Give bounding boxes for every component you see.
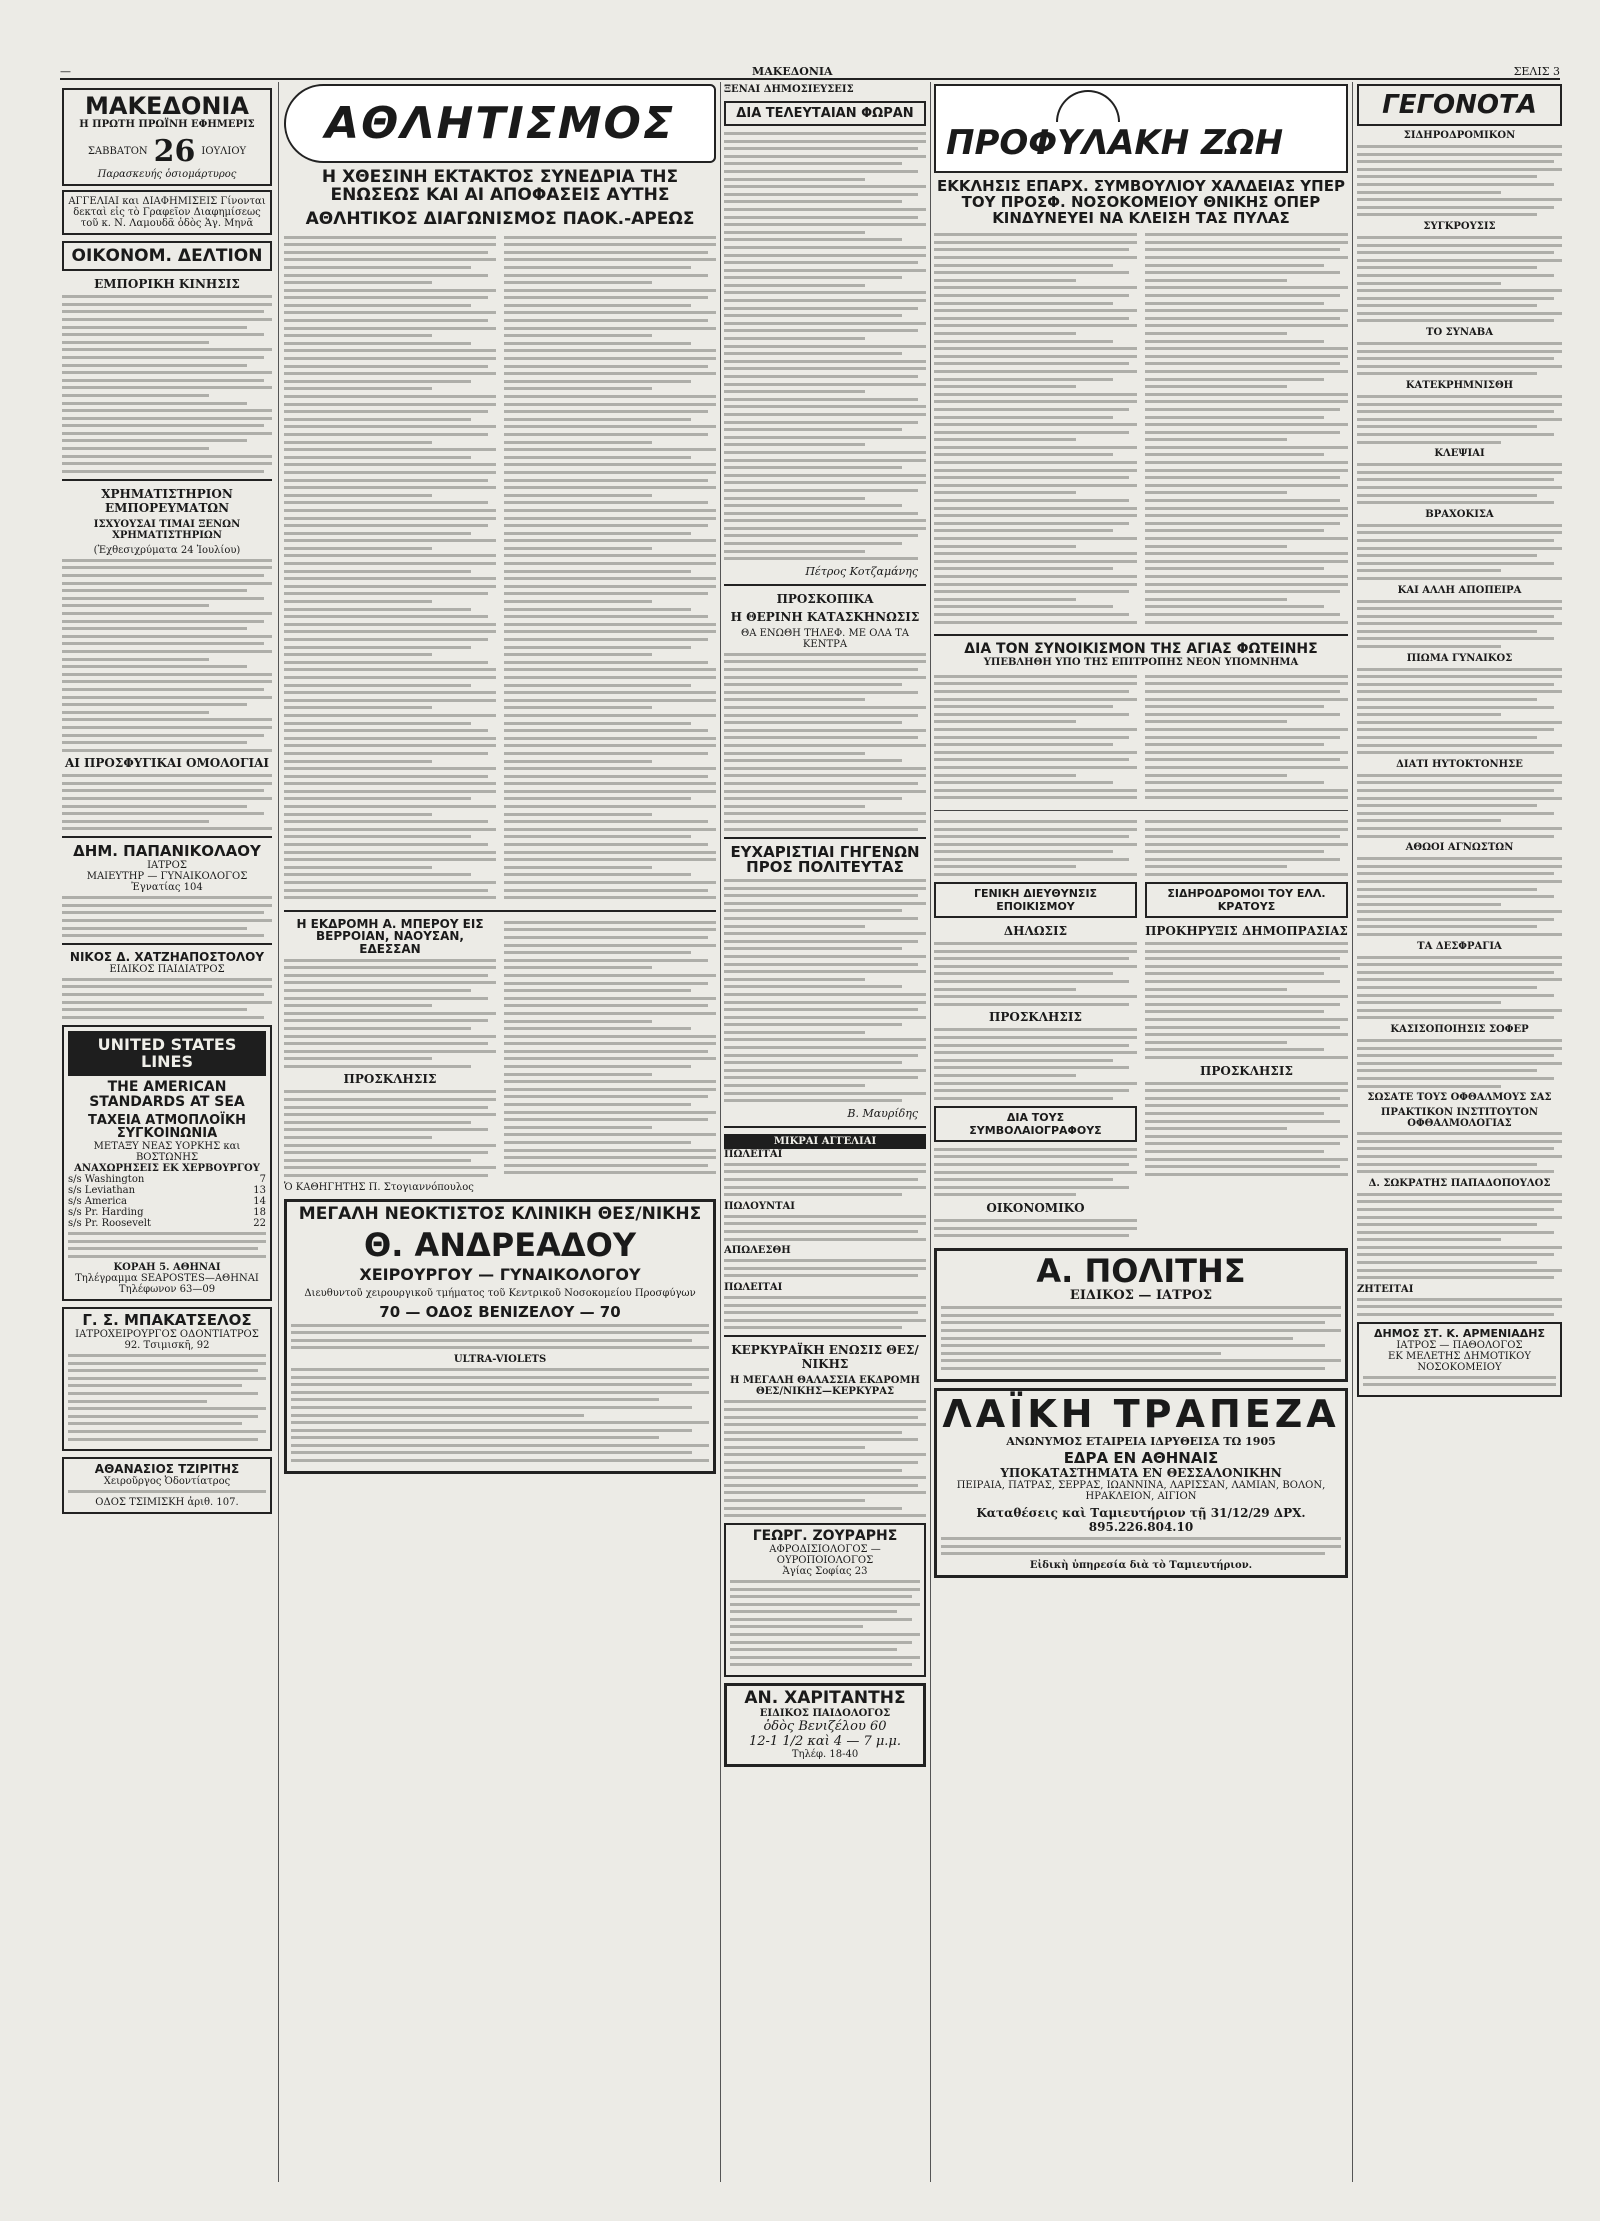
dentist2-addr: ΟΔΟΣ ΤΣΙΜΙΣΚΗ ἀριθ. 107. [95, 1497, 239, 1509]
text-block [62, 559, 272, 752]
xenai-heading: ΞΕΝΑΙ ΔΗΜΟΣΙΕΥΣΕΙΣ [724, 84, 854, 95]
text-block [1357, 668, 1562, 755]
us-agent: ΚΟΡΑΗ 5. ΑΘΗΝΑΙ [113, 1262, 221, 1274]
news-item-heading: ΚΑΙ ΑΛΛΗ ΑΠΟΠΕΙΡΑ [1397, 584, 1522, 596]
text-block [1357, 524, 1562, 580]
last-voice-heading: ΔΙΑ ΤΕΛΕΥΤΑΙΑΝ ΦΩΡΑΝ [724, 101, 926, 126]
ship-list [68, 1174, 266, 1229]
synoik-sub: ΥΠΕΒΛΗΘΗ ΥΠΟ ΤΗΣ ΕΠΙΤΡΟΠΗΣ ΝΕΟΝ ΥΠΟΜΝΗΜΑ [983, 656, 1299, 668]
text-block [730, 1580, 920, 1667]
column-2 [284, 84, 716, 2184]
text-block [1363, 1376, 1556, 1387]
text-block [68, 1490, 266, 1493]
dimos-name: ΔΗΜΟΣ ΣΤ. Κ. ΑΡΜΕΝΙΑΔΗΣ [1374, 1327, 1545, 1341]
us-phone: Τηλέφωνον 63—09 [118, 1284, 216, 1296]
dimos-addr: ΕΚ ΜΕΛΕΤΗΣ ΔΗΜΟΤΙΚΟΥ ΝΟΣΟΚΟΜΕΙΟΥ [1388, 1350, 1531, 1373]
kerkyra-heading: ΚΕΡΚΥΡΑΪΚΗ ΕΝΩΣΙΣ ΘΕΣ/ΝΙΚΗΣ [731, 1343, 919, 1372]
us-lines-ad [62, 1025, 272, 1302]
doctor1-sub: ΜΑΙΕΥΤΗΡ — ΓΥΝΑΙΚΟΛΟΓΟΣ [86, 871, 248, 883]
page-header [60, 62, 1560, 80]
politis-title: ΕΙΔΙΚΟΣ — ΙΑΤΡΟΣ [1069, 1288, 1213, 1304]
small-ad-head: ΠΩΛΕΙΤΑΙ [724, 1281, 783, 1293]
text-block [62, 978, 272, 1019]
politis-ad [934, 1248, 1348, 1382]
news-item-heading: ΣΥΓΚΡΟΥΣΙΣ [1423, 220, 1496, 232]
small-ad-head: ΑΠΩΛΕΣΘΗ [724, 1245, 791, 1257]
news-item-heading: ΚΛΕΨΙΑΙ [1434, 448, 1485, 460]
text-block [1357, 857, 1562, 936]
text-block [934, 1219, 1137, 1237]
charitantis-addr: ὁδὸς Βενιζέλου 60 [763, 1718, 887, 1734]
charitantis-phone: Τηλέφ. 18-40 [791, 1748, 859, 1760]
clinic-address: 70 — ΟΔΟΣ ΒΕΝΙΖΕΛΟΥ — 70 [379, 1302, 621, 1321]
text-block [1145, 1082, 1348, 1176]
text-block [724, 1400, 926, 1517]
us-telegr: Τηλέγραμμα SEAPOSTES—ΑΘΗΝΑΙ [75, 1273, 259, 1285]
us-greek: ΤΑΧΕΙΑ ΑΤΜΟΠΛΟΪΚΗ ΣΥΓΚΟΙΝΩΝΙΑ [88, 1112, 246, 1142]
text-block [291, 1324, 709, 1350]
text-block [1357, 395, 1562, 444]
small-ad-head: ΠΩΛΕΙΤΑΙ [724, 1148, 783, 1160]
news-item-heading: ΣΙΔΗΡΟΔΡΟΜΙΚΟΝ [1403, 130, 1516, 141]
clinic-name: Θ. ΑΝΔΡΕΑΔΟΥ [363, 1226, 637, 1265]
eccl-headline: ΕΚΚΛΗΣΙΣ ΕΠΑΡΧ. ΣΥΜΒΟΥΛΙΟΥ ΧΑΛΔΕΙΑΣ ΥΠΕΡ ΤΟΥ ΠΡΟΣΦ. ΝΟΣΟΚΟΜΕΙΟΥ ΘΝΙΚΗΣ ΟΠΕΡ ΚΙΝΔΥΝΕΥΕΙ ΝΑ ΚΛΕΙΣΗ ΤΑΣ ΠΥΛΑΣ [937, 177, 1345, 227]
dimos-ad [1357, 1322, 1562, 1397]
ship-day: 18 [253, 1206, 266, 1218]
text-block [1357, 774, 1562, 838]
zitite-heading: ΖΗΤΕΙΤΑΙ [1357, 1283, 1414, 1295]
emporiki-heading: ΕΜΠΟΡΙΚΗ ΚΙΝΗΣΙΣ [94, 277, 240, 292]
masthead-month: ΙΟΥΛΙΟΥ [201, 146, 247, 158]
bank-sub: ΑΝΩΝΥΜΟΣ ΕΤΑΙΡΕΙΑ ΙΔΡΥΘΕΙΣΑ ΤΩ 1905 [1006, 1434, 1276, 1448]
gegonota-heading: ΓΕΓΟΝΟΤΑ [1357, 84, 1562, 126]
text-block [1357, 463, 1562, 504]
doctor1-addr: Ἐγνατίας 104 [131, 882, 203, 894]
ship-name: s/s Pr. Roosevelt [68, 1217, 151, 1229]
zoyraris-ad [724, 1523, 926, 1677]
text-block [284, 959, 496, 1068]
dimos-sub: ΙΑΤΡΟΣ — ΠΑΘΟΛΟΓΟΣ [1396, 1339, 1523, 1351]
last-voice-signature: Πέτρος Κοτζαμάνης [805, 564, 918, 578]
us-departures: ΑΝΑΧΩΡΗΣΕΙΣ ΕΚ ΧΕΡΒΟΥΡΓΟΥ [74, 1162, 260, 1174]
us-lines-logo: UNITED STATES LINES [68, 1031, 266, 1077]
synoik-headline: ΔΙΑ ΤΟΝ ΣΥΝΟΙΚΙΣΜΟΝ ΤΗΣ ΑΓΙΑΣ ΦΩΤΕΙΝΗΣ [964, 641, 1318, 658]
prosfygikai-heading: ΑΙ ΠΡΟΣΦΥΓΙΚΑΙ ΟΜΟΛΟΓΙΑΙ [64, 756, 270, 771]
chrimatistirion-heading: ΧΡΗΜΑΤΙΣΤΗΡΙΟΝ ΕΜΠΟΡΕΥΜΑΤΩΝ [101, 486, 233, 515]
bank-hq: ΕΔΡΑ ΕΝ ΑΘΗΝΑΙΣ [1063, 1448, 1219, 1467]
news-item-heading: ΚΑΤΕΚΡΗΜΝΙΣΘΗ [1405, 380, 1514, 392]
prosklisis-signature: Ὁ ΚΑΘΗΓΗΤΗΣ Π. Στογιαννόπουλος [284, 1181, 474, 1193]
text-block [1357, 956, 1562, 1020]
times-date: (Ἐχθεσιχρύματα 24 Ἰουλίου) [93, 544, 241, 556]
oikonomiko-heading: ΟΙΚΟΝΟΜΙΚΟ [986, 1200, 1085, 1215]
text-block [934, 820, 1137, 876]
masthead-subtitle: Η ΠΡΩΤΗ ΠΡΩΪΝΗ ΕΦΗΜΕΡΙΣ [79, 119, 255, 131]
ads-notice: ΑΓΓΕΛΙΑΙ και ΔΙΑΦΗΜΙΣΕΙΣ Γίνονται δεκταὶ εἰς τὸ Γραφεῖον Διαφημίσεως τοῦ κ. Ν. Λαμουδᾶ ὁδὸς Ἁγ. Μηνᾶ [62, 190, 272, 235]
small-ad-head: ΠΩΛΟΥΝΤΑΙ [724, 1200, 795, 1212]
doctor2-name: ΝΙΚΟΣ Δ. ΧΑΤΖΗΑΠΟΣΤΟΛΟΥ [69, 950, 265, 965]
text-block [284, 236, 496, 904]
prosklisis-heading: ΠΡΟΣΚΛΗΣΙΣ [343, 1072, 437, 1087]
charitantis-hours: 12-1 1/2 καὶ 4 — 7 μ.μ. [748, 1733, 902, 1749]
zoyraris-addr: Ἁγίας Σοφίας 23 [782, 1565, 868, 1577]
text-block [724, 1259, 926, 1277]
news-item-heading: ΠΙΩΜΑ ΓΥΝΑΙΚΟΣ [1406, 652, 1513, 664]
news-item-heading: ΤΑ ΔΕΣΦΡΑΓΙΑ [1417, 940, 1502, 952]
text-block [504, 236, 716, 904]
text-block [724, 879, 926, 1102]
ship-day: 14 [253, 1195, 266, 1207]
news-item-heading: ΑΘΩΟΙ ΑΓΝΩΣΤΩΝ [1405, 842, 1514, 854]
news-item-heading: ΤΟ ΣΥΝΑΒΑ [1426, 327, 1493, 339]
charitantis-ad [724, 1683, 926, 1767]
text-block [62, 295, 272, 473]
clinic-ad [284, 1199, 716, 1474]
column-5 [1357, 84, 1562, 2184]
bank-branch: ΥΠΟΚΑΤΑΣΤΗΜΑΤΑ ΕΝ ΘΕΣΣΑΛΟΝΙΚΗΝ [1000, 1466, 1282, 1481]
simvolaiografous-heading: ΔΙΑ ΤΟΥΣ ΣΥΜΒΟΛΑΙΟΓΡΑΦΟΥΣ [934, 1106, 1137, 1142]
text-block [1357, 1193, 1562, 1280]
dentist1-addr: 92. Τσιμισκῆ, 92 [124, 1340, 210, 1352]
column-3 [724, 84, 926, 2184]
text-block [724, 132, 926, 560]
text-block [941, 1537, 1341, 1555]
text-block [934, 675, 1137, 804]
charitantis-name: ΑΝ. ΧΑΡΙΤΑΝΤΗΣ [744, 1688, 906, 1709]
header-left: — [60, 65, 71, 78]
text-block [284, 1090, 496, 1177]
us-slogan: THE AMERICAN STANDARDS AT SEA [89, 1079, 245, 1110]
text-block [724, 1163, 926, 1196]
text-block [1357, 342, 1562, 375]
text-block [1357, 1132, 1562, 1173]
header-center: ΜΑΚΕΔΟΝΙΑ [752, 65, 833, 78]
summer-camp-heading: Η ΘΕΡΙΝΗ ΚΑΤΑΣΚΗΝΩΣΙΣ [730, 609, 920, 624]
text-block [941, 1306, 1341, 1370]
text-block [1357, 236, 1562, 323]
doctor2-title: ΕΙΔΙΚΟΣ ΠΑΙΔΙΑΤΡΟΣ [109, 963, 225, 975]
ship-name: s/s Leviathan [68, 1184, 136, 1196]
text-block [724, 653, 926, 831]
times-heading: ΙΣΧΥΟΥΣΑΙ ΤΙΜΑΙ ΞΕΝΩΝ ΧΡΗΜΑΤΙΣΤΗΡΙΩΝ [93, 518, 241, 541]
text-block [1145, 675, 1348, 804]
oikonom-heading: ΟΙΚΟΝΟΜ. ΔΕΛΤΙΟΝ [62, 241, 272, 271]
column-1 [62, 84, 272, 2184]
doctor1-name: ΔΗΜ. ΠΑΠΑΝΙΚΟΛΑΟΥ [73, 842, 261, 861]
dentist2-title: Χειροῦργος Ὀδοντίατρος [103, 1475, 231, 1487]
news-item-heading: ΚΑΣΙΣΟΠΟΙΗΣΙΣ ΣΟΦΕΡ [1390, 1024, 1529, 1035]
charitantis-title: ΕΙΔΙΚΟΣ ΠΑΙΔΟΛΟΓΟΣ [759, 1707, 891, 1719]
sport-headline: Η ΧΘΕΣΙΝΗ ΕΚΤΑΚΤΟΣ ΣΥΝΕΔΡΙΑ ΤΗΣ ΕΝΩΣΕΩΣ ΚΑΙ ΑΙ ΑΠΟΦΑΣΕΙΣ ΑΥΤΗΣ [321, 167, 679, 205]
ship-name: s/s Pr. Harding [68, 1206, 144, 1218]
ship-name: s/s Washington [68, 1173, 145, 1185]
bank-ad [934, 1388, 1348, 1578]
text-block [1357, 1298, 1562, 1316]
text-block [1357, 600, 1562, 649]
clinic-desc: Διευθυντοῦ χειρουργικοῦ τμήματος τοῦ Κεντρικοῦ Νοσοκομείου Προσφύγων [304, 1287, 696, 1299]
sun-illustration [1056, 90, 1120, 122]
zoyraris-name: ΓΕΩΡΓ. ΖΟΥΡΑΡΗΣ [752, 1528, 898, 1545]
gen-dir-heading: ΓΕΝΙΚΗ ΔΙΕΥΘΥΝΣΙΣ ΕΠΟΙΚΙΣΜΟΥ [934, 882, 1137, 918]
ship-day: 7 [259, 1173, 266, 1185]
bank-deposits: Καταθέσεις καὶ Ταμιευτήριον τῇ 31/12/29 ΔΡΧ. 895.226.804.10 [976, 1506, 1306, 1535]
bank-name: ΛΑΪΚΗ ΤΡΑΠΕΖΑ [942, 1391, 1340, 1436]
text-block [1357, 1039, 1562, 1088]
prof-banner-title: ΠΡΟΦΥΛΑΚΗ ΖΩΗ [946, 123, 1284, 163]
bank-service: Εἰδικὴ ὑπηρεσία διὰ τὸ Ταμιευτήριον. [1029, 1560, 1253, 1572]
gov-sub: ΠΡΟΚΗΡΥΞΙΣ ΔΗΜΟΠΡΑΣΙΑΣ [1145, 924, 1348, 939]
dentist2-ad [62, 1457, 272, 1514]
text-block [504, 921, 716, 1175]
text-block [291, 1368, 709, 1462]
text-block [68, 1354, 266, 1441]
prof-banner [934, 84, 1348, 173]
masthead-saint: Παρασκευής ὁσιομάρτυρος [97, 169, 237, 181]
doctor-name: Δ. ΣΩΚΡΑΤΗΣ ΠΑΠΑΔΟΠΟΥΛΟΣ [1368, 1177, 1551, 1189]
sport-subheadline: ΑΘΛΗΤΙΚΟΣ ΔΙΑΓΩΝΙΣΜΟΣ ΠΑΟΚ.-ΑΡΕΩΣ [305, 208, 695, 229]
clinic-headline: ΜΕΓΑΛΗ ΝΕΟΚΤΙΣΤΟΣ ΚΛΙΝΙΚΗ ΘΕΣ/ΝΙΚΗΣ [298, 1203, 702, 1224]
clinic-uv: ULTRA-VIOLETS [453, 1353, 547, 1365]
politis-name: Α. ΠΟΛΙΤΗΣ [1036, 1251, 1246, 1290]
text-block [1145, 942, 1348, 1059]
zoyraris-title: ΑΦΡΟΔΙΣΙΟΛΟΓΟΣ — ΟΥΡΟΠΟΙΟΛΟΓΟΣ [769, 1543, 881, 1566]
text-block [62, 774, 272, 830]
text-block [1145, 233, 1348, 628]
us-sub: ΜΕΤΑΞΥ ΝΕΑΣ ΥΟΡΚΗΣ και ΒΟΣΤΩΝΗΣ [93, 1140, 241, 1163]
summer-camp-sub: ΘΑ ΕΝΩΘΗ ΤΗΛΕΦ. ΜΕ ΟΛΑ ΤΑ ΚΕΝΤΡΑ [741, 627, 909, 650]
thanks-signature: Β. Μαυρίδης [847, 1106, 918, 1120]
kerkyra-sub: Η ΜΕΓΑΛΗ ΘΑΛΑΣΣΙΑ ΕΚΔΡΟΜΗ ΘΕΣ/ΝΙΚΗΣ—ΚΕΡΚΥΡΑΣ [729, 1375, 921, 1398]
text-block [934, 1028, 1137, 1099]
thanks-heading: ΕΥΧΑΡΙΣΤΙΑΙ ΓΗΓΕΝΩΝ ΠΡΟΣ ΠΟΛΙΤΕΥΤΑΣ [730, 842, 920, 877]
text-block [68, 1232, 266, 1258]
text-block [1145, 820, 1348, 876]
masthead-title: ΜΑΚΕΔΟΝΙΑ [84, 92, 249, 120]
text-block [62, 896, 272, 937]
news-item-heading: ΣΩΣΑΤΕ ΤΟΥΣ ΟΦΘΑΛΜΟΥΣ ΣΑΣ [1367, 1092, 1552, 1104]
header-right: ΣΕΛΙΣ 3 [1513, 65, 1560, 78]
text-block [934, 233, 1137, 628]
ship-name: s/s America [68, 1195, 127, 1207]
dentist1-name: Γ. Σ. ΜΠΑΚΑΤΣΕΛΟΣ [82, 1311, 252, 1330]
proskopika-heading: ΠΡΟΣΚΟΠΙΚΑ [776, 591, 874, 606]
news-item-heading: ΒΡΑΧΟΚΙΣΑ [1425, 508, 1494, 520]
small-ads-heading: ΜΙΚΡΑΙ ΑΓΓΕΛΙΑΙ [724, 1134, 926, 1149]
ship-day: 13 [253, 1184, 266, 1196]
masthead-date: 26 [153, 134, 196, 170]
ekdromi-heading: Η ΕΚΔΡΟΜΗ Α. ΜΠΕΡΟΥ ΕΙΣ ΒΕΡΡΟΙΑΝ, ΝΑΟΥΣΑΝ, ΕΔΕΣΣΑΝ [296, 916, 484, 956]
column-4 [934, 84, 1348, 2184]
gov-heading: ΣΙΔΗΡΟΔΡΟΜΟΙ ΤΟΥ ΕΛΛ. ΚΡΑΤΟΥΣ [1145, 882, 1348, 918]
clinic-sub: ΧΕΙΡΟΥΡΓΟΥ — ΓΥΝΑΙΚΟΛΟΓΟΥ [359, 1265, 641, 1285]
dentist1-title: ΙΑΤΡΟΧΕΙΡΟΥΡΓΟΣ ΟΔΟΝΤΙΑΤΡΟΣ [75, 1329, 259, 1341]
masthead-day: ΣΑΒΒΑΤΟΝ [87, 146, 148, 158]
text-block [724, 1296, 926, 1329]
prosklisis2-heading: ΠΡΟΣΚΛΗΣΙΣ [1200, 1063, 1293, 1078]
text-block [724, 1215, 926, 1241]
dentist2-name: ΑΘΑΝΑΣΙΟΣ ΤΖΙΡΙΤΗΣ [94, 1462, 240, 1477]
news-item-heading: ΔΙΑΤΙ ΗΥΤΟΚΤΟΝΗΣΕ [1396, 758, 1523, 770]
masthead-box [62, 88, 272, 186]
dentist1-ad [62, 1307, 272, 1451]
sport-banner: ΑΘΛΗΤΙΣΜΟΣ [284, 84, 716, 163]
text-block [1357, 145, 1562, 216]
bank-cities: ΠΕΙΡΑΙΑ, ΠΑΤΡΑΣ, ΣΕΡΡΑΣ, ΙΩΑΝΝΙΝΑ, ΛΑΡΙΣΣΑΝ, ΛΑΜΙΑΝ, ΒΟΛΟΝ, ΗΡΑΚΛΕΙΟΝ, ΑΙΓΙΟΝ [956, 1480, 1326, 1503]
text-block [934, 1148, 1137, 1197]
text-block [934, 942, 1137, 1006]
ship-day: 22 [253, 1217, 266, 1229]
doctor1-title: ΙΑΤΡΟΣ [147, 860, 187, 872]
ofth-heading: ΠΡΑΚΤΙΚΟΝ ΙΝΣΤΙΤΟΥΤΟΝ ΟΦΘΑΛΜΟΛΟΓΙΑΣ [1380, 1107, 1539, 1130]
dilosis-heading: ΔΗΛΩΣΙΣ [1003, 924, 1068, 939]
prosklisis1-heading: ΠΡΟΣΚΛΗΣΙΣ [989, 1010, 1082, 1025]
